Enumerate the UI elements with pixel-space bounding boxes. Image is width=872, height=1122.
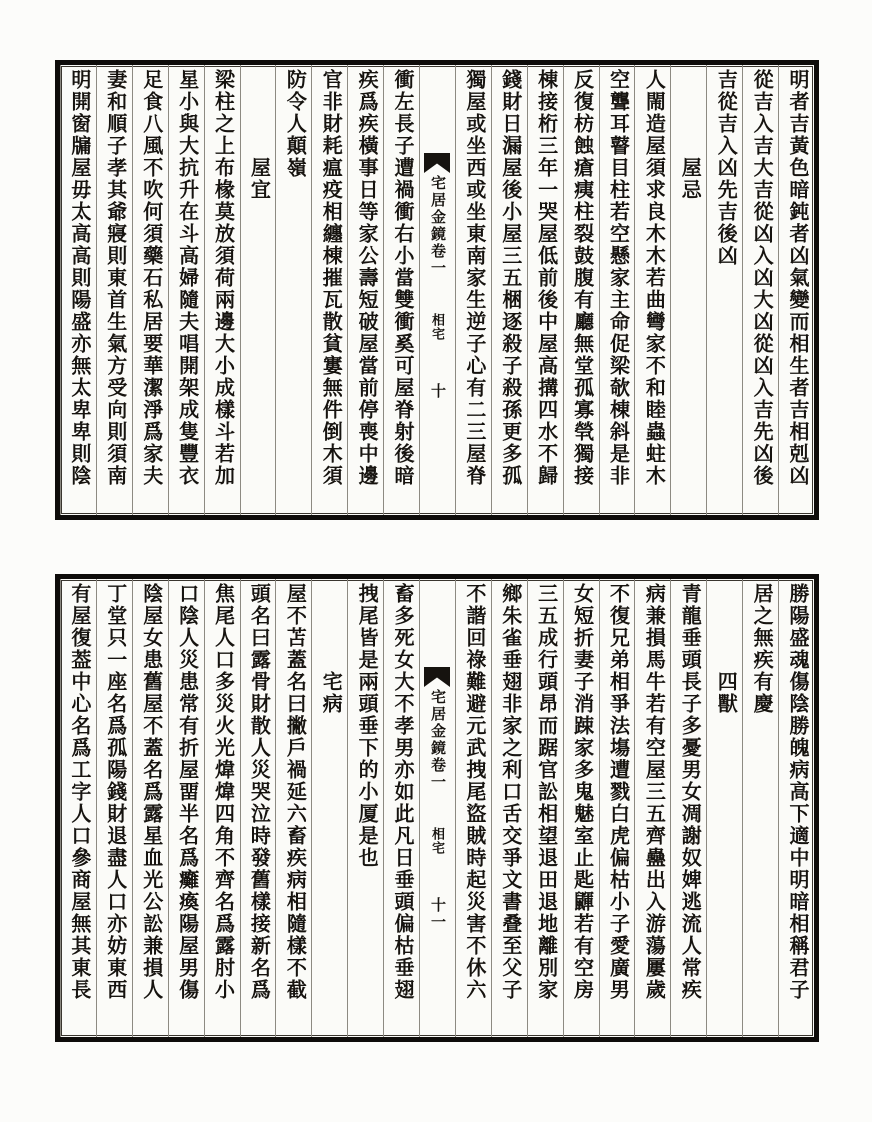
text-column: 口陰人災患常有折屋畱半名爲癱瘓陽屋男傷 [168, 579, 204, 1037]
text-column: 屋不苫蓋名曰撇戶禍延六畜疾病相隨樣不截 [275, 579, 311, 1037]
text-column: 吉從吉入凶先吉後凶 [706, 65, 742, 515]
text-column: 反復枋蝕瘡痍柱裂鼓腹有廳無堂孤寡煢獨接 [563, 65, 599, 515]
text-column: 不復兄弟相爭法塲遭戮白虎偏枯小子愛廣男 [599, 579, 635, 1037]
fishtail-icon [424, 667, 450, 687]
text-column: 鄉朱雀垂翅非家之利口舌交爭文書叠至父子 [491, 579, 527, 1037]
text-column: 屋宜 [240, 65, 276, 515]
text-column: 頭名曰露骨財散人災哭泣時發舊樣接新名爲 [240, 579, 276, 1037]
page-folio-11 [55, 574, 819, 1042]
fishtail-icon [424, 153, 450, 173]
volume-title: 宅居金鏡卷一 [428, 175, 445, 277]
text-column: 三五成行頭昂而踞官訟相望退田退地離別家 [527, 579, 563, 1037]
text-column: 人閙造屋須求良木木若曲彎家不和睦蟲蛀木 [634, 65, 670, 515]
text-column: 青龍垂頭長子多憂男女凋謝奴婢逃流人常疾 [670, 579, 706, 1037]
text-column: 空聾耳瞽目柱若空懸家主命促梁欹棟斜是非 [599, 65, 635, 515]
page-columns [60, 65, 814, 515]
page-folio-10 [55, 60, 819, 520]
text-column: 星小與大抗升在斗高婦隨夫唱開架成隻豐衣 [168, 65, 204, 515]
text-column: 衝左長子遭禍衝右小當雙衝奚可屋脊射後暗 [383, 65, 419, 515]
section-label: 相宅 [429, 827, 445, 855]
page-columns [60, 579, 814, 1037]
text-column: 疾爲疾橫事日等家公壽短破屋當前停喪中邊 [347, 65, 383, 515]
text-column: 勝陽盛魂傷陰勝魄病高下適中明暗相稱君子 [778, 579, 814, 1037]
text-column: 棟接桁三年一哭屋低前後中屋高搆四水不歸 [527, 65, 563, 515]
text-column: 獨屋或坐西或坐東南家生逆子心有二三屋脊 [455, 65, 491, 515]
text-column: 四獸 [706, 579, 742, 1037]
text-column: 足食八風不吹何須藥石私居要華潔淨爲家夫 [132, 65, 168, 515]
text-column: 防令人顛嶺 [275, 65, 311, 515]
text-column: 陰屋女患舊屋不蓋名爲露星血光公訟兼損人 [132, 579, 168, 1037]
center-fold-column [419, 65, 455, 515]
section-label: 相宅 [429, 313, 445, 341]
text-column: 明者吉黃色暗鈍者凶氣變而相生者吉相剋凶 [778, 65, 814, 515]
text-column: 屋忌 [670, 65, 706, 515]
text-column: 丁堂只一座名爲孤陽錢財退盡人口亦妨東西 [96, 579, 132, 1037]
text-column: 有屋復葢中心名爲工字人口參商屋無其東長 [60, 579, 96, 1037]
center-fold-column [419, 579, 455, 1037]
volume-title: 宅居金鏡卷一 [428, 689, 445, 791]
text-column: 拽尾皆是兩頭垂下的小厦是也 [347, 579, 383, 1037]
text-column: 宅病 [311, 579, 347, 1037]
text-column: 妻和順子孝其爺寢則東首生氣方受向則須南 [96, 65, 132, 515]
text-column: 女短折妻子消踈家多鬼魅室止匙鼲若有空房 [563, 579, 599, 1037]
text-column: 錢財日漏屋後小屋三五梱逐殺子殺孫更多孤 [491, 65, 527, 515]
text-column: 從吉入吉大吉從凶入凶大凶從凶入吉先凶後 [742, 65, 778, 515]
text-column: 官非財耗瘟疫相纏棟摧瓦散貧寠無件倒木須 [311, 65, 347, 515]
text-column: 不諧回祿難避元武拽尾盜賊時起災害不休六 [455, 579, 491, 1037]
folio-number: 十 [428, 383, 445, 400]
text-column: 梁柱之上布椽莫放須荷兩邊大小成樣斗若加 [204, 65, 240, 515]
text-column: 明開窗牖屋毋太高高則陽盛亦無太卑卑則陰 [60, 65, 96, 515]
text-column: 畜多死女大不孝男亦如此凡日垂頭偏枯垂翅 [383, 579, 419, 1037]
text-column: 居之無疾有慶 [742, 579, 778, 1037]
folio-number: 十一 [428, 897, 445, 931]
text-column: 病兼損馬牛若有空屋三五齊蠱出入游蕩屢歲 [634, 579, 670, 1037]
text-column: 焦尾人口多災火光煒煒四角不齊名爲露肘小 [204, 579, 240, 1037]
